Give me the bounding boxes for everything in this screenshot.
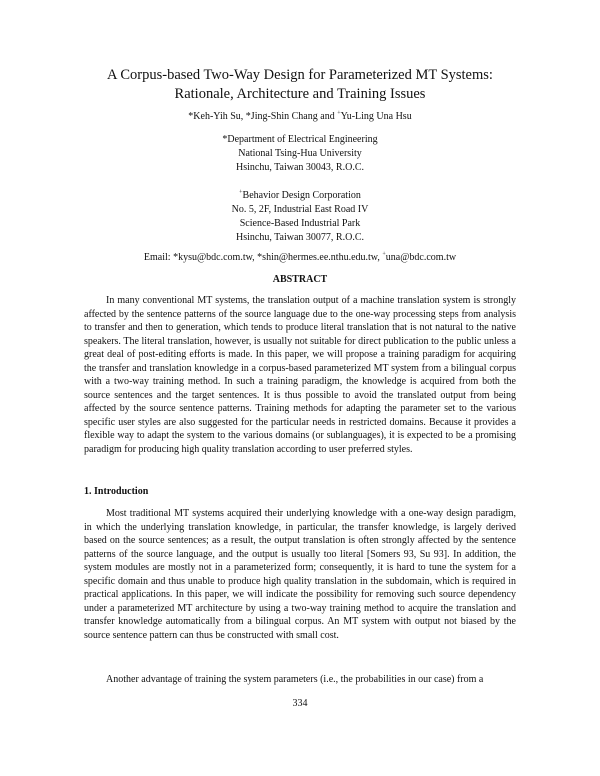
section-heading-introduction: 1. Introduction xyxy=(84,486,149,497)
affiliation-2-line-2: No. 5, 2F, Industrial East Road IV xyxy=(231,204,369,215)
affiliation-2-name: Behavior Design Corporation xyxy=(242,190,361,201)
author-3-mark: + xyxy=(337,110,341,117)
affiliation-2-line-1 xyxy=(0,189,600,203)
abstract-text: In many conventional MT systems, the translation output of a machine translation system is strongly affected by the sentence patterns of the source language due to the one-way processing steps from analysis to transfer and then to generation, which tends to produce literal translation that is not natural to the native speakers. The literal translation, however, is usually not suitable for direct publication to the public unless a great deal of post-editing efforts is made. In this paper, we will propose a training paradigm for acquiring the transfer and translation knowledge in a corpus-based parameterized MT system from a bilingual corpus with a two-way training method. In such a training paradigm, the knowledge is acquired from both the source sentences and the target sentences. It is thus possible to avoid the translated output from being affected by the source sentence patterns. Training methods for adapting the parameter set to the various specific user styles are also suggested for the particular needs in restricted domains. Because it provides a flexible way to adapt the system to the various domains (or sublanguages), it is expected to be a promising paradigm for producing high quality translation according to user preferred styles. xyxy=(84,295,516,456)
affiliation-2-line-4: Hsinchu, Taiwan 30077, R.O.C. xyxy=(236,232,364,243)
affiliation-1-line-1: *Department of Electrical Engineering xyxy=(222,134,378,145)
affiliation-2-line-3: Science-Based Industrial Park xyxy=(239,218,361,229)
affiliation-2-mark: + xyxy=(239,189,243,196)
author-1: *Keh-Yih Su, xyxy=(188,111,246,122)
author-list xyxy=(0,110,600,124)
email-line xyxy=(0,251,600,265)
email-part-1: Email: *kysu@bdc.com.tw, *shin@hermes.ee.nthu.edu.tw, xyxy=(143,252,383,263)
author-3: Yu-Ling Una Hsu xyxy=(340,111,412,122)
email-part-2: una@bdc.com.tw xyxy=(385,252,457,263)
page-number: 334 xyxy=(292,698,308,709)
intro-paragraph-1: Most traditional MT systems acquired their underlying knowledge with a one-way design paradigm, in which the underlying translation knowledge, in particular, the transfer knowledge, is largely derived based on the source sentences; as a result, the output translation is often strongly affected by the sentence patterns of the source language, and the output is usually too literal [Somers 93, Su 93]. In addition, the system modules are mostly not in a parameterized form; consequently, it is hard to tune the system for a specific domain and thus unable to produce high quality translation in the subdomain, which is required in practical applications. In this paper, we will indicate the possibility for removing such source dependency under a parameterized MT architecture by using a two-way training method to acquire the translation and transfer knowledge automatically from a bilingual corpus. An MT system with output not biased by the source sentence pattern can thus be constructed with small cost. xyxy=(84,508,516,641)
affiliation-1-line-3: Hsinchu, Taiwan 30043, R.O.C. xyxy=(236,162,364,173)
affiliation-1-line-2: National Tsing-Hua University xyxy=(238,148,362,159)
author-2: *Jing-Shin Chang xyxy=(245,111,318,122)
abstract-heading: ABSTRACT xyxy=(272,274,328,285)
email-mark: + xyxy=(382,251,386,258)
intro-paragraph-2: Another advantage of training the system parameters (i.e., the probabilities in our case) from a xyxy=(106,674,484,685)
paper-title-line-1: A Corpus-based Two-Way Design for Parameterized MT Systems: xyxy=(107,67,493,83)
paper-title-line-2: Rationale, Architecture and Training Issues xyxy=(174,86,426,102)
author-conjunction: and xyxy=(317,111,338,122)
